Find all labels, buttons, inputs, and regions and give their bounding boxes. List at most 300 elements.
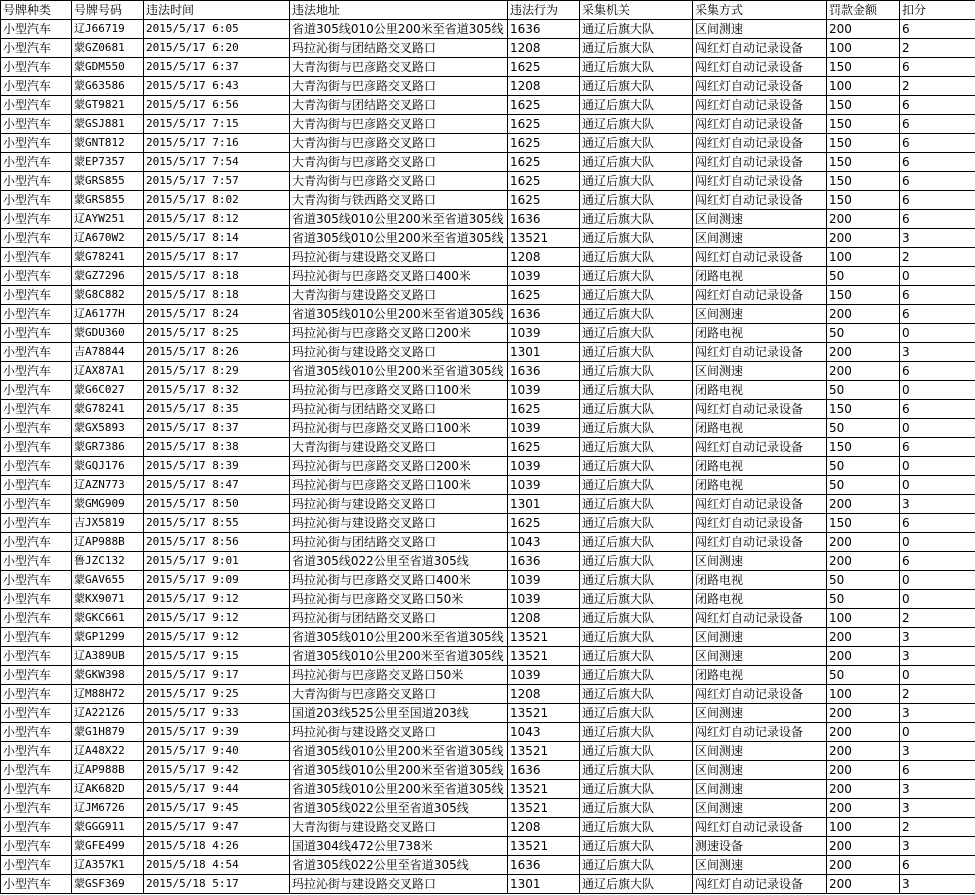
violation-address-cell: 大青沟街与团结路交叉路口 [290, 96, 508, 115]
plate-type-cell: 小型汽车 [1, 248, 72, 267]
violation-code-cell: 1301 [508, 495, 580, 514]
table-row [1, 780, 975, 799]
method-cell: 区间测速 [693, 799, 827, 818]
fine-cell: 200 [827, 856, 900, 875]
violation-address-cell: 国道304线472公里738米 [290, 837, 508, 856]
table-row [1, 818, 975, 837]
plate-number-cell: 蒙GGG911 [72, 818, 144, 837]
plate-type-cell: 小型汽车 [1, 590, 72, 609]
agency-cell: 通辽后旗大队 [580, 514, 693, 533]
table-row [1, 286, 975, 305]
agency-cell: 通辽后旗大队 [580, 39, 693, 58]
column-header-plate-number: 号牌号码 [72, 1, 144, 20]
violation-time-cell: 2015/5/17 8:37 [144, 419, 290, 438]
method-cell: 闯红灯自动记录设备 [693, 58, 827, 77]
points-cell: 0 [900, 324, 975, 343]
violation-code-cell: 1625 [508, 96, 580, 115]
method-cell: 闯红灯自动记录设备 [693, 609, 827, 628]
plate-type-cell: 小型汽车 [1, 514, 72, 533]
violation-time-cell: 2015/5/17 8:18 [144, 286, 290, 305]
table-row [1, 20, 975, 39]
plate-number-cell: 辽A221Z6 [72, 704, 144, 723]
agency-cell: 通辽后旗大队 [580, 153, 693, 172]
violation-address-cell: 省道305线010公里200米至省道305线 [290, 362, 508, 381]
points-cell: 6 [900, 400, 975, 419]
violation-time-cell: 2015/5/17 9:33 [144, 704, 290, 723]
plate-number-cell: 蒙GR7386 [72, 438, 144, 457]
agency-cell: 通辽后旗大队 [580, 286, 693, 305]
table-row [1, 856, 975, 875]
plate-number-cell: 辽M88H72 [72, 685, 144, 704]
points-cell: 3 [900, 628, 975, 647]
table-row [1, 324, 975, 343]
agency-cell: 通辽后旗大队 [580, 362, 693, 381]
plate-number-cell: 鲁JZC132 [72, 552, 144, 571]
plate-number-cell: 辽A670W2 [72, 229, 144, 248]
violation-code-cell: 1208 [508, 609, 580, 628]
table-row [1, 495, 975, 514]
method-cell: 闯红灯自动记录设备 [693, 495, 827, 514]
table-row [1, 837, 975, 856]
plate-type-cell: 小型汽车 [1, 704, 72, 723]
points-cell: 2 [900, 818, 975, 837]
method-cell: 闭路电视 [693, 666, 827, 685]
plate-type-cell: 小型汽车 [1, 324, 72, 343]
points-cell: 3 [900, 799, 975, 818]
violation-address-cell: 玛拉沁街与建设路交叉路口 [290, 495, 508, 514]
plate-number-cell: 辽A6177H [72, 305, 144, 324]
agency-cell: 通辽后旗大队 [580, 552, 693, 571]
plate-number-cell: 蒙GDU360 [72, 324, 144, 343]
violation-address-cell: 省道305线010公里200米至省道305线 [290, 210, 508, 229]
violation-code-cell: 1625 [508, 58, 580, 77]
fine-cell: 150 [827, 153, 900, 172]
plate-type-cell: 小型汽车 [1, 761, 72, 780]
fine-cell: 200 [827, 305, 900, 324]
plate-number-cell: 蒙G78241 [72, 400, 144, 419]
plate-number-cell: 辽A389UB [72, 647, 144, 666]
plate-type-cell: 小型汽车 [1, 381, 72, 400]
plate-type-cell: 小型汽车 [1, 172, 72, 191]
plate-type-cell: 小型汽车 [1, 666, 72, 685]
table-row [1, 267, 975, 286]
table-row [1, 248, 975, 267]
points-cell: 6 [900, 286, 975, 305]
fine-cell: 100 [827, 77, 900, 96]
violation-code-cell: 1039 [508, 381, 580, 400]
method-cell: 闯红灯自动记录设备 [693, 115, 827, 134]
plate-type-cell: 小型汽车 [1, 837, 72, 856]
column-header-plate-type: 号牌种类 [1, 1, 72, 20]
plate-type-cell: 小型汽车 [1, 419, 72, 438]
violation-address-cell: 大青沟街与建设路交叉路口 [290, 286, 508, 305]
agency-cell: 通辽后旗大队 [580, 343, 693, 362]
violation-code-cell: 1636 [508, 856, 580, 875]
table-row [1, 115, 975, 134]
method-cell: 闭路电视 [693, 590, 827, 609]
points-cell: 3 [900, 742, 975, 761]
method-cell: 闯红灯自动记录设备 [693, 134, 827, 153]
plate-number-cell: 辽AK682D [72, 780, 144, 799]
violation-address-cell: 大青沟街与巴彦路交叉路口 [290, 153, 508, 172]
violation-code-cell: 1625 [508, 514, 580, 533]
points-cell: 0 [900, 666, 975, 685]
table-row [1, 457, 975, 476]
violation-address-cell: 省道305线022公里至省道305线 [290, 552, 508, 571]
points-cell: 0 [900, 476, 975, 495]
fine-cell: 50 [827, 476, 900, 495]
agency-cell: 通辽后旗大队 [580, 856, 693, 875]
agency-cell: 通辽后旗大队 [580, 58, 693, 77]
violation-code-cell: 13521 [508, 742, 580, 761]
agency-cell: 通辽后旗大队 [580, 818, 693, 837]
table-row [1, 704, 975, 723]
violation-address-cell: 大青沟街与巴彦路交叉路口 [290, 77, 508, 96]
violation-code-cell: 1301 [508, 343, 580, 362]
violation-time-cell: 2015/5/17 7:16 [144, 134, 290, 153]
method-cell: 区间测速 [693, 761, 827, 780]
fine-cell: 50 [827, 381, 900, 400]
fine-cell: 200 [827, 723, 900, 742]
violation-address-cell: 大青沟街与巴彦路交叉路口 [290, 115, 508, 134]
violation-address-cell: 大青沟街与建设路交叉路口 [290, 818, 508, 837]
violation-address-cell: 省道305线010公里200米至省道305线 [290, 305, 508, 324]
plate-number-cell: 辽AX87A1 [72, 362, 144, 381]
violation-address-cell: 玛拉沁街与团结路交叉路口 [290, 609, 508, 628]
plate-number-cell: 蒙KX9071 [72, 590, 144, 609]
points-cell: 0 [900, 723, 975, 742]
violation-time-cell: 2015/5/17 8:32 [144, 381, 290, 400]
points-cell: 0 [900, 267, 975, 286]
violation-time-cell: 2015/5/17 9:42 [144, 761, 290, 780]
violation-code-cell: 1625 [508, 134, 580, 153]
plate-type-cell: 小型汽车 [1, 685, 72, 704]
method-cell: 区间测速 [693, 647, 827, 666]
violation-address-cell: 玛拉沁街与建设路交叉路口 [290, 514, 508, 533]
fine-cell: 200 [827, 210, 900, 229]
plate-number-cell: 辽JM6726 [72, 799, 144, 818]
table-row [1, 343, 975, 362]
violation-time-cell: 2015/5/17 8:02 [144, 191, 290, 210]
violation-code-cell: 1208 [508, 39, 580, 58]
plate-number-cell: 蒙GX5893 [72, 419, 144, 438]
agency-cell: 通辽后旗大队 [580, 837, 693, 856]
violation-address-cell: 大青沟街与巴彦路交叉路口 [290, 172, 508, 191]
plate-number-cell: 蒙G78241 [72, 248, 144, 267]
violation-code-cell: 1625 [508, 286, 580, 305]
violation-time-cell: 2015/5/17 8:29 [144, 362, 290, 381]
violation-time-cell: 2015/5/18 4:26 [144, 837, 290, 856]
method-cell: 闯红灯自动记录设备 [693, 77, 827, 96]
violation-code-cell: 1039 [508, 666, 580, 685]
violation-code-cell: 1208 [508, 818, 580, 837]
violation-code-cell: 1039 [508, 457, 580, 476]
violation-address-cell: 玛拉沁街与巴彦路交叉路口100米 [290, 381, 508, 400]
fine-cell: 150 [827, 400, 900, 419]
violation-code-cell: 1301 [508, 875, 580, 894]
violation-address-cell: 大青沟街与巴彦路交叉路口 [290, 58, 508, 77]
violation-time-cell: 2015/5/17 8:14 [144, 229, 290, 248]
table-row [1, 761, 975, 780]
points-cell: 6 [900, 96, 975, 115]
plate-number-cell: 蒙GKC661 [72, 609, 144, 628]
table-row [1, 609, 975, 628]
plate-type-cell: 小型汽车 [1, 400, 72, 419]
violation-time-cell: 2015/5/17 8:38 [144, 438, 290, 457]
fine-cell: 100 [827, 685, 900, 704]
violation-code-cell: 1625 [508, 172, 580, 191]
violation-address-cell: 省道305线022公里至省道305线 [290, 799, 508, 818]
plate-type-cell: 小型汽车 [1, 647, 72, 666]
table-row [1, 476, 975, 495]
method-cell: 闯红灯自动记录设备 [693, 286, 827, 305]
fine-cell: 150 [827, 115, 900, 134]
plate-type-cell: 小型汽车 [1, 571, 72, 590]
violation-time-cell: 2015/5/17 8:17 [144, 248, 290, 267]
column-header-collecting-agency: 采集机关 [580, 1, 693, 20]
agency-cell: 通辽后旗大队 [580, 96, 693, 115]
points-cell: 3 [900, 495, 975, 514]
violation-address-cell: 玛拉沁街与建设路交叉路口 [290, 723, 508, 742]
violation-address-cell: 省道305线010公里200米至省道305线 [290, 742, 508, 761]
fine-cell: 150 [827, 58, 900, 77]
plate-number-cell: 蒙GSJ881 [72, 115, 144, 134]
plate-number-cell: 蒙GAV655 [72, 571, 144, 590]
points-cell: 3 [900, 780, 975, 799]
violation-code-cell: 1636 [508, 362, 580, 381]
fine-cell: 50 [827, 267, 900, 286]
method-cell: 闭路电视 [693, 476, 827, 495]
plate-number-cell: 辽A48X22 [72, 742, 144, 761]
method-cell: 闭路电视 [693, 457, 827, 476]
table-row [1, 647, 975, 666]
violation-address-cell: 玛拉沁街与团结路交叉路口 [290, 400, 508, 419]
agency-cell: 通辽后旗大队 [580, 780, 693, 799]
plate-type-cell: 小型汽车 [1, 742, 72, 761]
method-cell: 闯红灯自动记录设备 [693, 172, 827, 191]
plate-type-cell: 小型汽车 [1, 267, 72, 286]
column-header-collection-method: 采集方式 [693, 1, 827, 20]
method-cell: 闯红灯自动记录设备 [693, 818, 827, 837]
violation-time-cell: 2015/5/18 4:54 [144, 856, 290, 875]
fine-cell: 150 [827, 191, 900, 210]
fine-cell: 50 [827, 324, 900, 343]
points-cell: 6 [900, 191, 975, 210]
violation-time-cell: 2015/5/17 8:50 [144, 495, 290, 514]
violation-code-cell: 1625 [508, 400, 580, 419]
agency-cell: 通辽后旗大队 [580, 571, 693, 590]
violation-code-cell: 1636 [508, 305, 580, 324]
method-cell: 区间测速 [693, 210, 827, 229]
plate-type-cell: 小型汽车 [1, 39, 72, 58]
table-row [1, 58, 975, 77]
plate-number-cell: 蒙GZ7296 [72, 267, 144, 286]
method-cell: 闯红灯自动记录设备 [693, 343, 827, 362]
points-cell: 2 [900, 609, 975, 628]
plate-type-cell: 小型汽车 [1, 856, 72, 875]
fine-cell: 50 [827, 457, 900, 476]
fine-cell: 100 [827, 39, 900, 58]
agency-cell: 通辽后旗大队 [580, 438, 693, 457]
plate-type-cell: 小型汽车 [1, 533, 72, 552]
violation-code-cell: 1039 [508, 476, 580, 495]
method-cell: 测速设备 [693, 837, 827, 856]
plate-type-cell: 小型汽车 [1, 875, 72, 894]
fine-cell: 150 [827, 134, 900, 153]
fine-cell: 200 [827, 343, 900, 362]
table-row [1, 590, 975, 609]
agency-cell: 通辽后旗大队 [580, 134, 693, 153]
plate-type-cell: 小型汽车 [1, 457, 72, 476]
points-cell: 3 [900, 875, 975, 894]
violation-code-cell: 1625 [508, 115, 580, 134]
fine-cell: 150 [827, 172, 900, 191]
plate-number-cell: 蒙GMG909 [72, 495, 144, 514]
violation-time-cell: 2015/5/17 8:39 [144, 457, 290, 476]
agency-cell: 通辽后旗大队 [580, 191, 693, 210]
violation-code-cell: 1039 [508, 324, 580, 343]
points-cell: 3 [900, 647, 975, 666]
method-cell: 区间测速 [693, 362, 827, 381]
violation-code-cell: 1043 [508, 533, 580, 552]
agency-cell: 通辽后旗大队 [580, 229, 693, 248]
violation-time-cell: 2015/5/17 9:17 [144, 666, 290, 685]
violation-time-cell: 2015/5/17 8:25 [144, 324, 290, 343]
points-cell: 6 [900, 761, 975, 780]
agency-cell: 通辽后旗大队 [580, 267, 693, 286]
violation-code-cell: 13521 [508, 780, 580, 799]
method-cell: 闯红灯自动记录设备 [693, 248, 827, 267]
plate-number-cell: 蒙GNT812 [72, 134, 144, 153]
violation-code-cell: 13521 [508, 229, 580, 248]
violation-time-cell: 2015/5/18 5:17 [144, 875, 290, 894]
plate-type-cell: 小型汽车 [1, 343, 72, 362]
violation-time-cell: 2015/5/17 6:05 [144, 20, 290, 39]
method-cell: 闯红灯自动记录设备 [693, 153, 827, 172]
agency-cell: 通辽后旗大队 [580, 248, 693, 267]
plate-type-cell: 小型汽车 [1, 58, 72, 77]
violation-address-cell: 玛拉沁街与建设路交叉路口 [290, 248, 508, 267]
agency-cell: 通辽后旗大队 [580, 115, 693, 134]
plate-number-cell: 辽AYW251 [72, 210, 144, 229]
violation-address-cell: 玛拉沁街与巴彦路交叉路口200米 [290, 457, 508, 476]
plate-type-cell: 小型汽车 [1, 476, 72, 495]
points-cell: 6 [900, 305, 975, 324]
fine-cell: 200 [827, 229, 900, 248]
violation-code-cell: 1039 [508, 419, 580, 438]
method-cell: 闯红灯自动记录设备 [693, 723, 827, 742]
violation-code-cell: 1636 [508, 761, 580, 780]
plate-type-cell: 小型汽车 [1, 77, 72, 96]
fine-cell: 150 [827, 438, 900, 457]
plate-number-cell: 蒙EP7357 [72, 153, 144, 172]
agency-cell: 通辽后旗大队 [580, 172, 693, 191]
agency-cell: 通辽后旗大队 [580, 381, 693, 400]
fine-cell: 50 [827, 419, 900, 438]
violation-time-cell: 2015/5/17 9:47 [144, 818, 290, 837]
agency-cell: 通辽后旗大队 [580, 742, 693, 761]
violation-time-cell: 2015/5/17 8:24 [144, 305, 290, 324]
plate-number-cell: 蒙G1H879 [72, 723, 144, 742]
table-row [1, 191, 975, 210]
plate-number-cell: 蒙GKW398 [72, 666, 144, 685]
agency-cell: 通辽后旗大队 [580, 685, 693, 704]
violation-address-cell: 省道305线010公里200米至省道305线 [290, 761, 508, 780]
violation-address-cell: 国道203线525公里至国道203线 [290, 704, 508, 723]
method-cell: 区间测速 [693, 20, 827, 39]
points-cell: 0 [900, 381, 975, 400]
method-cell: 区间测速 [693, 552, 827, 571]
plate-type-cell: 小型汽车 [1, 191, 72, 210]
fine-cell: 200 [827, 533, 900, 552]
table-row [1, 875, 975, 894]
plate-number-cell: 辽J66719 [72, 20, 144, 39]
table-row [1, 799, 975, 818]
column-header-violation-code: 违法行为 [508, 1, 580, 20]
table-row [1, 381, 975, 400]
method-cell: 闯红灯自动记录设备 [693, 514, 827, 533]
plate-number-cell: 蒙GDM550 [72, 58, 144, 77]
violation-code-cell: 13521 [508, 799, 580, 818]
method-cell: 闯红灯自动记录设备 [693, 685, 827, 704]
fine-cell: 200 [827, 780, 900, 799]
agency-cell: 通辽后旗大队 [580, 704, 693, 723]
plate-type-cell: 小型汽车 [1, 799, 72, 818]
points-cell: 6 [900, 514, 975, 533]
plate-type-cell: 小型汽车 [1, 609, 72, 628]
plate-number-cell: 蒙GQJ176 [72, 457, 144, 476]
points-cell: 3 [900, 343, 975, 362]
method-cell: 区间测速 [693, 780, 827, 799]
violation-code-cell: 13521 [508, 704, 580, 723]
agency-cell: 通辽后旗大队 [580, 210, 693, 229]
table-row [1, 666, 975, 685]
fine-cell: 200 [827, 647, 900, 666]
agency-cell: 通辽后旗大队 [580, 647, 693, 666]
agency-cell: 通辽后旗大队 [580, 495, 693, 514]
violation-time-cell: 2015/5/17 9:45 [144, 799, 290, 818]
violation-address-cell: 省道305线022公里至省道305线 [290, 856, 508, 875]
violation-time-cell: 2015/5/17 8:12 [144, 210, 290, 229]
violation-address-cell: 玛拉沁街与巴彦路交叉路口50米 [290, 590, 508, 609]
agency-cell: 通辽后旗大队 [580, 875, 693, 894]
fine-cell: 150 [827, 96, 900, 115]
column-header-violation-address: 违法地址 [290, 1, 508, 20]
points-cell: 6 [900, 20, 975, 39]
table-row [1, 96, 975, 115]
plate-type-cell: 小型汽车 [1, 20, 72, 39]
fine-cell: 200 [827, 20, 900, 39]
fine-cell: 100 [827, 248, 900, 267]
violation-address-cell: 省道305线010公里200米至省道305线 [290, 229, 508, 248]
plate-number-cell: 吉JX5819 [72, 514, 144, 533]
plate-type-cell: 小型汽车 [1, 305, 72, 324]
points-cell: 6 [900, 552, 975, 571]
points-cell: 0 [900, 571, 975, 590]
violation-time-cell: 2015/5/17 9:09 [144, 571, 290, 590]
plate-number-cell: 辽AP988B [72, 533, 144, 552]
points-cell: 0 [900, 457, 975, 476]
plate-type-cell: 小型汽车 [1, 818, 72, 837]
fine-cell: 200 [827, 552, 900, 571]
points-cell: 2 [900, 77, 975, 96]
agency-cell: 通辽后旗大队 [580, 476, 693, 495]
fine-cell: 200 [827, 761, 900, 780]
plate-type-cell: 小型汽车 [1, 552, 72, 571]
violation-address-cell: 大青沟街与巴彦路交叉路口 [290, 685, 508, 704]
plate-number-cell: 蒙GSF369 [72, 875, 144, 894]
points-cell: 6 [900, 856, 975, 875]
